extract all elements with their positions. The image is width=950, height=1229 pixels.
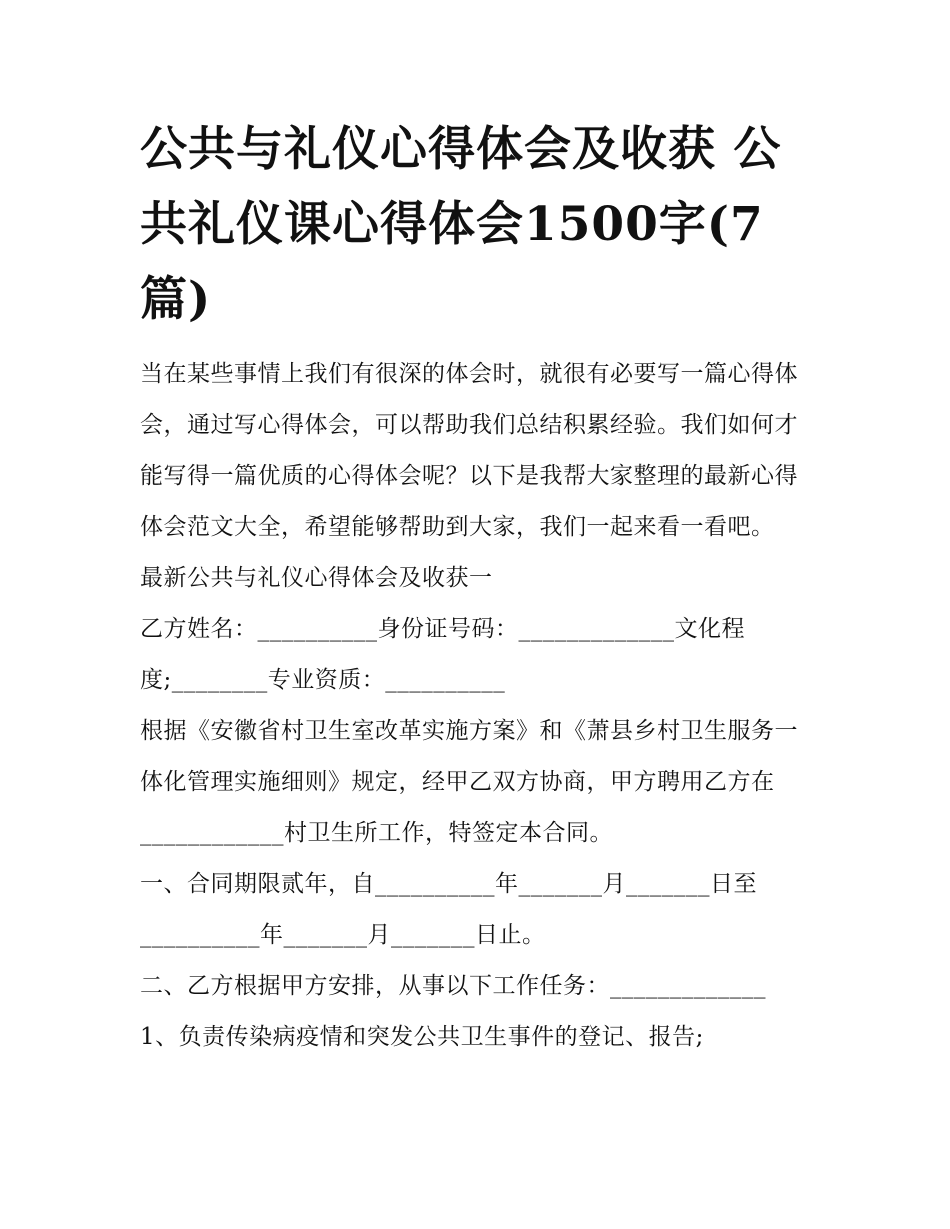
document-page (140, 112, 820, 1063)
intro-paragraph: 当在某些事情上我们有很深的体会时，就很有必要写一篇心得体会，通过写心得体会，可以帮助我们总结积累经验。我们如何才能写得一篇优质的心得体会呢？以下是我帮大家整理的最新心得体会范文大全，希望能够帮助到大家，我们一起来看一看吧。 (140, 361, 798, 540)
work-tasks-paragraph: 二、乙方根据甲方安排，从事以下工作任务：_____________ (140, 973, 766, 999)
party-b-info-paragraph: 乙方姓名：__________身份证号码：_____________文化程度;________专业资质：__________ (140, 616, 745, 693)
task-item-1: 1、负责传染病疫情和突发公共卫生事件的登记、报告; (140, 1024, 704, 1050)
document-title: 公共与礼仪心得体会及收获 公共礼仪课心得体会1500字(7篇) (140, 122, 782, 327)
contract-basis-paragraph: 根据《安徽省村卫生室改革实施方案》和《萧县乡村卫生服务一体化管理实施细则》规定，经甲乙双方协商，甲方聘用乙方在____________村卫生所工作，特签定本合同。 (140, 718, 798, 846)
contract-term-paragraph: 一、合同期限贰年，自__________年_______月_______日至__________年_______月_______日止。 (140, 871, 757, 948)
document-body (140, 349, 820, 1063)
section-heading: 最新公共与礼仪心得体会及收获一 (140, 565, 493, 591)
